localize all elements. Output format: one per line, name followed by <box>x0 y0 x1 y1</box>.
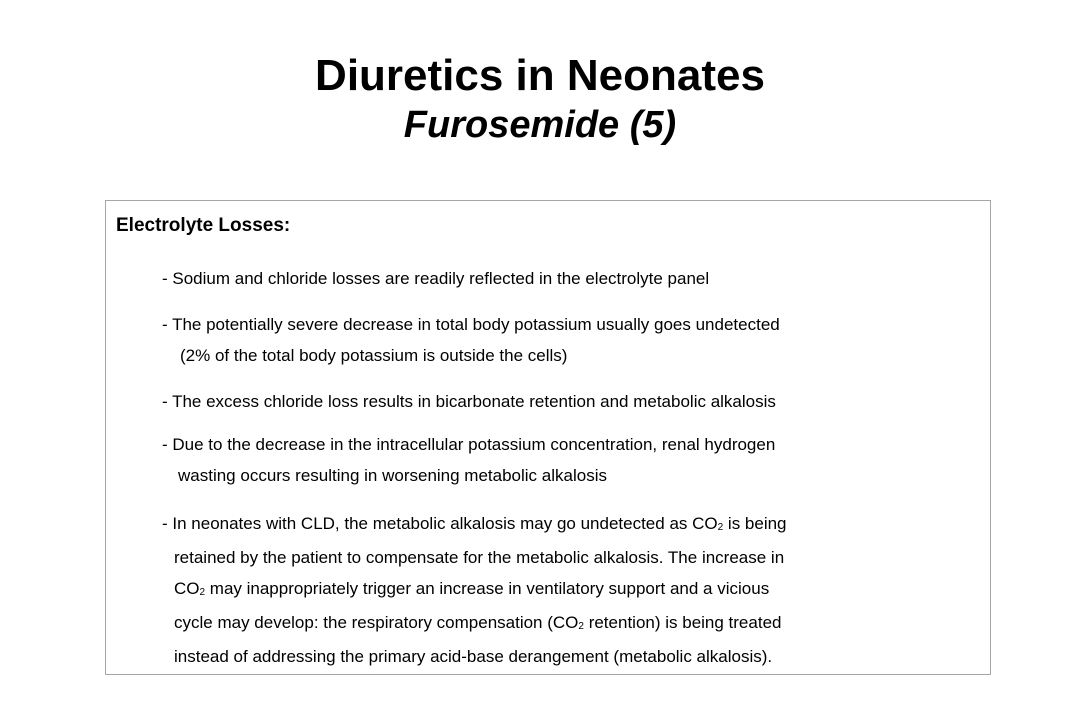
bullet-chloride-loss <box>162 386 776 417</box>
subscript: 2 <box>199 587 206 598</box>
bullet-line <box>162 607 787 641</box>
bullet-line <box>162 573 787 607</box>
bullet-line: instead of addressing the primary acid-base derangement (metabolic alkalosis). <box>174 647 773 666</box>
bullet-renal-hydrogen <box>162 429 775 491</box>
text-run: CO <box>174 579 200 598</box>
bullet-line: (2% of the total body potassium is outside the cells) <box>180 346 568 365</box>
text-run: cycle may develop: the respiratory compensation (CO <box>174 613 579 632</box>
slide-subtitle: Furosemide (5) <box>403 104 677 146</box>
bullet-line: - The excess chloride loss results in bicarbonate retention and metabolic alkalosis <box>162 392 776 411</box>
text-run: is being <box>723 514 787 533</box>
bullet-cld-neonates <box>162 508 787 672</box>
content-box <box>105 200 991 675</box>
text-run: may inappropriately trigger an increase in ventilatory support and a vicious <box>205 579 770 598</box>
bullet-potassium-decrease <box>162 309 780 371</box>
bullet-line: wasting occurs resulting in worsening metabolic alkalosis <box>178 466 607 485</box>
bullet-sodium-chloride <box>162 263 709 294</box>
bullet-line: - Due to the decrease in the intracellular potassium concentration, renal hydrogen <box>162 435 776 454</box>
bullet-line: retained by the patient to compensate for the metabolic alkalosis. The increase in <box>174 548 785 567</box>
bullet-line <box>162 508 787 542</box>
slide-title: Diuretics in Neonates <box>315 51 765 100</box>
text-run: retention) is being treated <box>583 613 782 632</box>
text-run: - In neonates with CLD, the metabolic alkalosis may go undetected as CO <box>162 514 718 533</box>
subscript: 2 <box>578 621 584 632</box>
subscript: 2 <box>717 522 724 533</box>
bullet-line: - Sodium and chloride losses are readily reflected in the electrolyte panel <box>162 269 710 288</box>
bullet-line: - The potentially severe decrease in total body potassium usually goes undetected <box>162 315 780 334</box>
box-heading: Electrolyte Losses: <box>116 215 291 236</box>
